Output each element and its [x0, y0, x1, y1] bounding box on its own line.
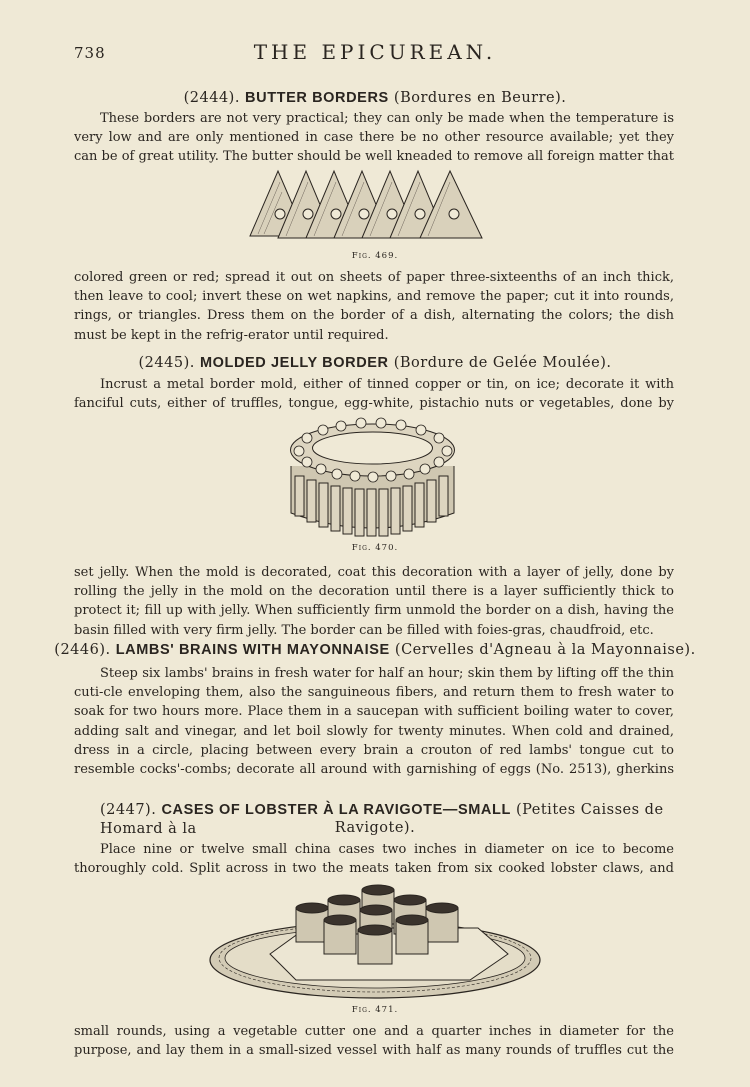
paragraph: colored green or red; spread it out on sheets of paper three-sixteenths of an inch thick, then leave to cool; invert these on wet napkins, and remove the paper; cut it into rounds, rings, or triangles. Dress them on the border of a dish, alternating the colors; the dish must be kept in the refrig-erator until required. — [74, 270, 674, 343]
page-number: 738 — [74, 44, 106, 62]
butter-borders-illustration — [250, 166, 500, 246]
figure-caption: Fig. 470. — [351, 543, 399, 553]
recipe-heading-2445 — [0, 355, 750, 371]
recipe-number: (2447). — [100, 802, 157, 818]
recipe-title: MOLDED JELLY BORDER — [199, 355, 389, 371]
recipe-heading-2446 — [0, 642, 750, 658]
recipe-number: (2446). — [54, 642, 111, 658]
recipe-number: (2444). — [183, 90, 240, 106]
recipe-subtitle: (Bordure de Gelée Moulée). — [393, 355, 612, 371]
recipe-heading-2444 — [0, 90, 750, 106]
paragraph: Steep six lambs' brains in fresh water for half an hour; skin them by lifting off the thin cuti-cle enveloping them, also the sanguineous fibers, and return them to fresh water to soak for two hours more. Place them in a saucepan with sufficient boiling water to cover, adding salt and vinegar, and let boil slowly for twenty minutes. When cold and drained, dress in a circle, placing between every brain a crouton of red lambs' tongue cut to resemble cocks'-combs; decorate all around with garnishing of eggs (No. 2513), gherkins — [74, 666, 674, 778]
paragraph: Place nine or twelve small china cases two inches in diameter on ice to become thoroughly cold. Split across in two the meats taken from six cooked lobster claws, and — [74, 842, 674, 877]
paragraph: set jelly. When the mold is decorated, coat this decoration with a layer of jelly, done by rolling the jelly in the mold on the decoration until there is a layer sufficiently thick to protect it; fill up with jelly. When sufficiently firm unmold the border on a dish, having the basin filled with very firm jelly. The border can be filled with foies-gras, chaudfroid, etc. — [74, 565, 674, 638]
recipe-subtitle: (Cervelles d'Agneau à la Mayonnaise). — [394, 642, 696, 658]
jelly-border-mold-illustration — [285, 418, 460, 540]
recipe-title: BUTTER BORDERS — [245, 90, 389, 106]
recipe-number: (2445). — [138, 355, 195, 371]
recipe-title: CASES OF LOBSTER À LA RAVIGOTE—SMALL — [161, 802, 511, 818]
figure-caption: Fig. 469. — [351, 251, 399, 261]
recipe-subtitle: (Bordures en Beurre). — [393, 90, 567, 106]
recipe-title: LAMBS' BRAINS WITH MAYONNAISE — [115, 642, 390, 658]
running-title: THE EPICUREAN. — [253, 40, 497, 64]
lobster-cases-illustration — [208, 882, 543, 1000]
recipe-subtitle-continued: Ravigote). — [334, 820, 416, 836]
paragraph: small rounds, using a vegetable cutter one and a quarter inches in diameter for the purpose, and lay them in a small-sized vessel with half as many rounds of truffles cut the — [74, 1024, 674, 1059]
paragraph: Incrust a metal border mold, either of tinned copper or tin, on ice; decorate it with fanciful cuts, either of truffles, tongue, egg-white, pistachio nuts or vegetables, done by — [74, 377, 674, 412]
recipe-subtitle: (Petites Caisses de Homard à la — [100, 802, 664, 837]
figure-caption: Fig. 471. — [351, 1005, 399, 1015]
paragraph: These borders are not very practical; they can only be made when the temperature is very low and are only mentioned in case there be no other resource available; yet they can be of great utility. The butter should be well kneaded to remove all foreign matter that — [74, 111, 674, 165]
